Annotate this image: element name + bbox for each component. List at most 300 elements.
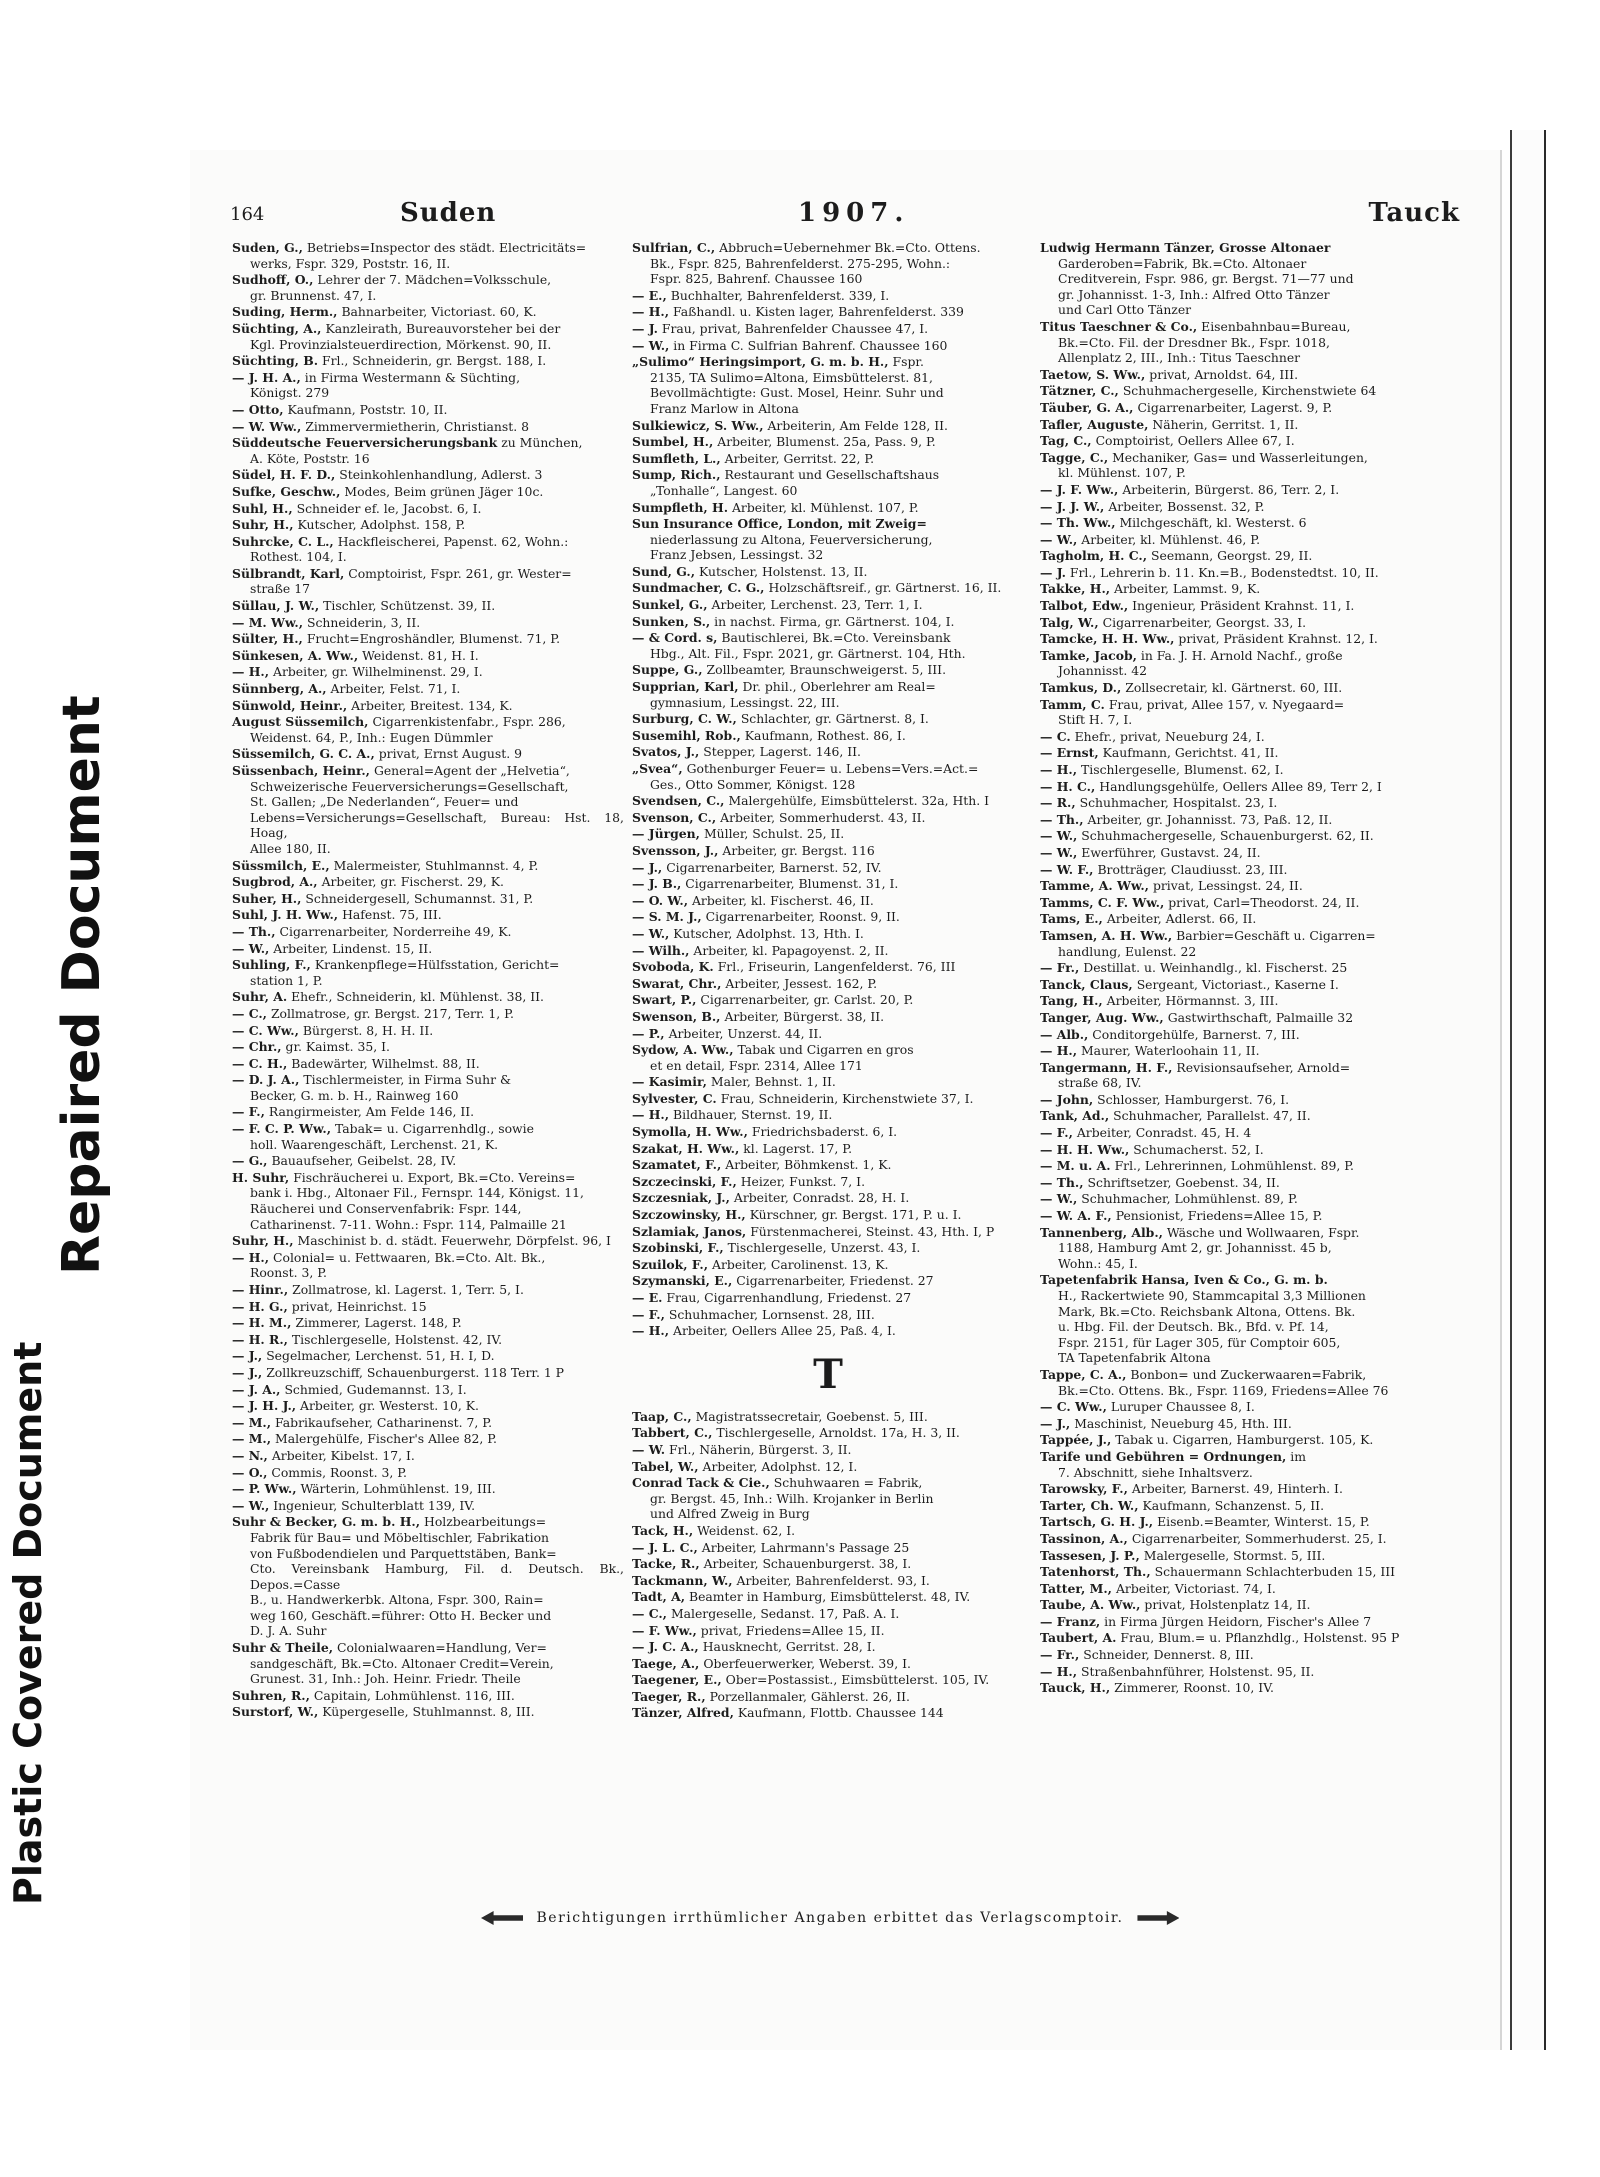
footer-text: Berichtigungen irrthümlicher Angaben erbittet das Verlagscomptoir. (536, 1910, 1124, 1926)
directory-entry (1040, 812, 1452, 828)
entry-details: Schuhmacher, Lohmühlenst. 89, P. (1081, 1191, 1298, 1207)
entry-name: — Th., (1040, 1174, 1084, 1190)
directory-entry (632, 1442, 1024, 1458)
directory-entry (1040, 532, 1452, 548)
entry-name: Sumbel, H., (632, 434, 714, 450)
entry-details: Gothenburger Feuer= u. Lebens=Vers.=Act.= (686, 761, 979, 776)
entry-details: Abbruch=Uebernehmer Bk.=Cto. Ottens. (719, 240, 981, 255)
entry-name: Tackmann, W., (632, 1572, 733, 1588)
directory-entry (1040, 1514, 1452, 1530)
entry-details: Malergehülfe, Eimsbüttelerst. 32a, Hth. I (728, 793, 990, 809)
entry-continuation: Grunest. 31, Inh.: Joh. Heinr. Friedr. Theile (250, 1671, 521, 1687)
entry-name: Tapetenfabrik Hansa, Iven & Co., G. m. b. (1040, 1272, 1328, 1288)
section-letter: T (813, 1350, 843, 1398)
adjacent-page-edge (1510, 130, 1546, 2050)
entry-name: — F., (632, 1306, 665, 1322)
entry-name: — J. B., (632, 876, 682, 892)
entry-details: Ehefr., Schneiderin, kl. Mühlenst. 38, II. (291, 989, 544, 1005)
entry-name: — E. (632, 1290, 663, 1305)
entry-name: Szczesniak, J., (632, 1190, 730, 1206)
entry-details: Luruper Chaussee 8, I. (1110, 1399, 1255, 1415)
directory-entry (1040, 1498, 1452, 1514)
directory-column-1 (232, 240, 624, 1721)
entry-continuation: holl. Waarengeschäft, Lerchenst. 21, K. (250, 1136, 499, 1152)
entry-name: — P., (632, 1025, 665, 1041)
entry-details: Arbeiter, Conradst. 28, H. I. (733, 1190, 910, 1206)
directory-entry (1040, 680, 1452, 696)
entry-name: Tagholm, H. C., (1040, 548, 1148, 564)
directory-entry (232, 402, 624, 418)
directory-entry (632, 1540, 1024, 1556)
entry-continuation: Bevollmächtigte: Gust. Mosel, Heinr. Suhr und (650, 385, 944, 401)
directory-entry (632, 614, 1024, 630)
directory-entry (632, 711, 1024, 727)
entry-details: Schmied, Gudemannst. 13, I. (284, 1381, 467, 1397)
directory-entry (632, 926, 1024, 942)
entry-details: Hackfleischerei, Papenst. 62, Wohn.: (337, 533, 569, 549)
entry-details: Arbeiter, Conradst. 45, H. 4 (1076, 1125, 1252, 1141)
entry-name: — S. M. J., (632, 909, 702, 925)
entry-name: Sugbrod, A., (232, 874, 318, 890)
entry-name: — H. M., (232, 1315, 292, 1331)
entry-details: Schlosser, Hamburgerst. 76, I. (1097, 1091, 1290, 1107)
entry-details: Handlungsgehülfe, Oellers Allee 89, Terr 2, I (1099, 778, 1382, 794)
directory-entry (632, 1273, 1024, 1289)
entry-continuation: B., u. Handwerkerbk. Altona, Fspr. 300, Rain= (250, 1592, 544, 1608)
entry-details: Capitain, Lohmühlenst. 116, III. (313, 1687, 515, 1703)
directory-entry (1040, 1481, 1452, 1497)
directory-entry (232, 891, 624, 907)
entry-details: Pensionist, Friedens=Allee 15, P. (1115, 1208, 1323, 1224)
directory-entry (232, 648, 624, 664)
entry-details: Arbeiter, Gerritst. 22, P. (724, 450, 875, 466)
directory-entry (1040, 828, 1452, 844)
entry-details: Holzschäftsreif., gr. Gärtnerst. 16, II. (768, 580, 1002, 596)
entry-details: Schneiderin, 3, II. (306, 614, 421, 630)
entry-continuation: Hbg., Alt. Fil., Fspr. 2021, gr. Gärtnerst. 104, Hth. (650, 645, 966, 661)
entry-name: — Th. Ww., (1040, 515, 1116, 531)
directory-entry (632, 810, 1024, 826)
directory-entry (1040, 1399, 1452, 1415)
entry-name: Süllau, J. W., (232, 598, 320, 614)
entry-details: Rangirmeister, Am Felde 146, II. (268, 1104, 475, 1120)
entry-name: — J. (1040, 564, 1066, 580)
entry-details: Schuhmacher, Hospitalst. 23, I. (1079, 795, 1278, 811)
directory-entry (232, 631, 624, 647)
entry-details: Arbeiter, Hörmannst. 3, III. (1106, 993, 1279, 1009)
entry-details: Restaurant und Gesellschaftshaus (724, 467, 940, 483)
entry-name: Svoboda, K. (632, 959, 714, 975)
entry-details: Kanzleirath, Bureauvorsteher bei der (325, 320, 561, 336)
directory-entry (232, 1233, 624, 1249)
directory-entry (1040, 515, 1452, 531)
entry-details: Sergeant, Victoriast., Kaserne I. (1136, 976, 1339, 992)
entry-name: Tannenberg, Alb., (1040, 1224, 1163, 1240)
entry-details: privat, Friedens=Allee 15, II. (700, 1622, 885, 1638)
entry-name: Tamm, C. (1040, 696, 1105, 712)
directory-entry (1040, 450, 1452, 481)
entry-details: Friedrichsbaderst. 6, I. (751, 1124, 898, 1140)
directory-entry (632, 1589, 1024, 1605)
entry-continuation: 2135, TA Sulimo=Altona, Eimsbüttelerst. 81, (650, 369, 933, 385)
directory-entry (1040, 1548, 1452, 1564)
directory-entry (1040, 960, 1452, 976)
entry-details: Faßhandl. u. Kisten lager, Bahrenfelderst. 339 (673, 304, 964, 320)
entry-name: — Fr., (1040, 960, 1080, 976)
directory-entry (632, 451, 1024, 467)
entry-details: Arbeiter, kl. Papagoyenst. 2, II. (693, 942, 889, 958)
entry-name: — W., (1040, 1191, 1078, 1207)
entry-name: Szymanski, E., (632, 1273, 733, 1289)
entry-continuation: Franz Marlow in Altona (650, 400, 799, 416)
directory-entry (632, 1623, 1024, 1639)
entry-name: August Süssemilch, (232, 714, 369, 730)
entry-name: Tagge, C., (1040, 449, 1109, 465)
entry-details: in Firma C. Sulfrian Bahrenf. Chaussee 160 (673, 337, 948, 353)
entry-details: Frl., Näherin, Bürgerst. 3, II. (668, 1441, 852, 1457)
directory-entry (1040, 548, 1452, 564)
entry-name: — Wilh., (632, 942, 690, 958)
directory-entry (632, 1107, 1024, 1123)
directory-entry (232, 941, 624, 957)
directory-entry (632, 1556, 1024, 1572)
entry-details: Weidenst. 62, I. (697, 1522, 796, 1538)
entry-name: — Kasimir, (632, 1074, 707, 1090)
directory-entry (1040, 565, 1452, 581)
directory-entry (632, 1459, 1024, 1475)
entry-name: Tabel, W., (632, 1458, 699, 1474)
entry-name: — F. Ww., (632, 1622, 697, 1638)
directory-entry (632, 1290, 1024, 1306)
entry-name: Szuilok, F., (632, 1256, 709, 1272)
entry-details: Tabak und Cigarren en gros (737, 1042, 914, 1058)
entry-details: Buchhalter, Bahrenfelderst. 339, I. (670, 287, 890, 303)
directory-entry (1040, 1175, 1452, 1191)
entry-details: Malergeselle, Sedanst. 17, Paß. A. I. (670, 1605, 900, 1621)
directory-entry (232, 435, 624, 466)
entry-details: Cigarrenarbeiter, Blumenst. 31, I. (685, 876, 899, 892)
entry-name: — H. C., (1040, 778, 1096, 794)
entry-name: Tack, H., (632, 1522, 694, 1538)
entry-name: Taetow, S. Ww., (1040, 366, 1146, 382)
directory-entry (232, 1332, 624, 1348)
entry-details: Schriftsetzer, Goebenst. 34, II. (1087, 1174, 1280, 1190)
entry-details: Arbeiter, gr. Bergst. 116 (722, 842, 875, 858)
directory-entry (632, 843, 1024, 859)
directory-entry (632, 418, 1024, 434)
entry-details: Arbeiter, Bahrenfelderst. 93, I. (736, 1572, 930, 1588)
directory-entry (1040, 1531, 1452, 1547)
directory-entry (1040, 911, 1452, 927)
directory-entry (632, 793, 1024, 809)
entry-name: Süchting, A., (232, 320, 322, 336)
entry-details: Kaufmann, Rothest. 86, I. (744, 727, 906, 743)
entry-name: Sünkesen, A. Ww., (232, 647, 359, 663)
directory-entry (632, 893, 1024, 909)
directory-entry (232, 989, 624, 1005)
entry-details: Barbier=Geschäft u. Cigarren= (1176, 927, 1376, 943)
directory-entry (232, 240, 624, 271)
entry-continuation: Wohn.: 45, I. (1058, 1255, 1138, 1271)
directory-entry (632, 826, 1024, 842)
entry-name: Tappe, C. A., (1040, 1366, 1127, 1382)
directory-entry (632, 992, 1024, 1008)
entry-details: Destillat. u. Weinhandlg., kl. Fischerst. 25 (1083, 960, 1348, 976)
directory-entry (232, 1348, 624, 1364)
directory-entry (632, 909, 1024, 925)
directory-entry (232, 1250, 624, 1281)
directory-entry (1040, 729, 1452, 745)
entry-name: — Chr., (232, 1039, 282, 1055)
entry-name: — G., (232, 1153, 268, 1169)
entry-details: Maschinist, Neueburg 45, Hth. III. (1074, 1415, 1292, 1431)
directory-entry (1040, 1060, 1452, 1091)
entry-details: Schauermann Schlachterbuden 15, III (1154, 1564, 1396, 1580)
directory-entry (1040, 400, 1452, 416)
entry-name: — F., (1040, 1125, 1073, 1141)
entry-details: Zollmatrose, kl. Lagerst. 1, Terr. 5, I. (292, 1282, 524, 1297)
entry-details: privat, Holstenplatz 14, II. (1144, 1597, 1311, 1613)
entry-name: Taube, A. Ww., (1040, 1597, 1141, 1613)
entry-name: „Sulimo“ Heringsimport, G. m. b. H., (632, 354, 889, 370)
entry-details: Schlachter, gr. Gärtnerst. 8, I. (740, 711, 929, 727)
entry-name: — Fr., (1040, 1647, 1080, 1663)
directory-entry (632, 516, 1024, 563)
entry-name: — O., (232, 1464, 268, 1480)
entry-details: Arbeiter, Unzerst. 44, II. (668, 1025, 823, 1041)
directory-entry (1040, 433, 1452, 449)
entry-details: Arbeiter, Jessest. 162, P. (725, 975, 878, 991)
directory-entry (1040, 745, 1452, 761)
entry-details: Arbeiter, gr. Fischerst. 29, K. (321, 874, 504, 890)
directory-entry (632, 500, 1024, 516)
entry-details: Cigarrenkistenfabr., Fspr. 286, (372, 714, 566, 730)
directory-entry (232, 1448, 624, 1464)
directory-entry (232, 1315, 624, 1331)
directory-entry (232, 566, 624, 597)
entry-details: Arbeiter, gr. Johannisst. 73, Paß. 12, II. (1087, 811, 1333, 827)
directory-entry (1040, 1449, 1452, 1480)
entry-details: Mechaniker, Gas= und Wasserleitungen, (1112, 449, 1368, 465)
directory-entry (1040, 1564, 1452, 1580)
entry-details: Schuhwaaren = Fabrik, (773, 1475, 923, 1491)
directory-entry (632, 1656, 1024, 1672)
directory-entry (1040, 1043, 1452, 1059)
entry-details: Arbeiter, Victoriast. 74, I. (1115, 1580, 1276, 1596)
entry-name: Sumpfleth, H. (632, 499, 729, 515)
directory-entry (632, 597, 1024, 613)
entry-continuation: H., Rackertwiete 90, Stammcapital 3,3 Millionen (1058, 1288, 1366, 1303)
entry-continuation: Fspr. 825, Bahrenf. Chaussee 160 (650, 271, 863, 287)
entry-continuation: Fabrik für Bau= und Möbeltischler, Fabrikation (250, 1529, 550, 1545)
directory-entry (232, 1072, 624, 1103)
entry-details: Comptoirist, Fspr. 261, gr. Wester= (348, 565, 572, 581)
entry-name: Tamme, A. Ww., (1040, 878, 1149, 894)
entry-details: Kutscher, Adolphst. 13, Hth. I. (673, 925, 864, 941)
entry-details: Badewärter, Wilhelmst. 88, II. (291, 1055, 480, 1071)
entry-details: in Fa. J. H. Arnold Nachf., große (1140, 647, 1343, 663)
entry-continuation: 1188, Hamburg Amt 2, gr. Johannisst. 45 b, (1058, 1240, 1332, 1256)
directory-entry (1040, 631, 1452, 647)
directory-entry (232, 353, 624, 369)
directory-entry (1040, 845, 1452, 861)
entry-details: Tabak= u. Cigarrenhdlg., sowie (334, 1121, 534, 1137)
entry-details: Kürschner, gr. Bergst. 171, P. u. I. (749, 1207, 962, 1223)
entry-name: — W., (1040, 828, 1078, 844)
entry-continuation: Weidenst. 64, P., Inh.: Eugen Dümmler (250, 729, 493, 745)
entry-details: Cigarrenarbeiter, Roonst. 9, II. (705, 909, 900, 925)
entry-name: — J. C. A., (632, 1639, 699, 1655)
entry-name: Suhren, R., (232, 1687, 310, 1703)
entry-name: Tassesen, J. P., (1040, 1547, 1140, 1563)
entry-name: — M. Ww., (232, 614, 304, 630)
entry-name: Tätzner, C., (1040, 383, 1119, 399)
entry-details: Schneider ef. le, Jacobst. 6, I. (296, 500, 482, 516)
directory-entry (232, 664, 624, 680)
directory-entry (1040, 1010, 1452, 1026)
entry-name: Talbot, Edw., (1040, 598, 1129, 614)
entry-details: Arbeiter, gr. Wilhelminenst. 29, I. (273, 664, 483, 680)
entry-details: Colonial= u. Fettwaaren, Bk.=Cto. Alt. Bk., (273, 1249, 546, 1265)
directory-entry (232, 1398, 624, 1414)
entry-continuation: D. J. A. Suhr (250, 1623, 327, 1639)
entry-name: — H. H. Ww., (1040, 1141, 1130, 1157)
entry-name: Taubert, A. (1040, 1630, 1117, 1646)
entry-name: Süddeutsche Feuerversicherungsbank (232, 435, 498, 451)
entry-name: Susemihl, Rob., (632, 727, 741, 743)
entry-name: Suhr, H., (232, 517, 294, 533)
entry-details: Cigarrenarbeiter, Barnerst. 52, IV. (666, 859, 882, 875)
entry-details: Conditorgehülfe, Barnerst. 7, III. (1092, 1026, 1300, 1042)
entry-details: Ingenieur, Präsident Krahnst. 11, I. (1132, 598, 1355, 614)
directory-entry (632, 976, 1024, 992)
entry-name: Surburg, C. W., (632, 711, 737, 727)
entry-details: Arbeiterin, Bürgerst. 86, Terr. 2, I. (1122, 481, 1340, 497)
entry-name: — E., (632, 287, 667, 303)
entry-name: Szobinski, F., (632, 1240, 724, 1256)
entry-name: — O. W., (632, 892, 689, 908)
entry-details: Maurer, Waterloohain 11, II. (1081, 1043, 1260, 1059)
entry-continuation: gr. Brunnenst. 47, I. (250, 287, 377, 303)
entry-name: Taap, C., (632, 1408, 692, 1424)
entry-name: Suhr, H., (232, 1233, 294, 1249)
directory-entry (1040, 697, 1452, 728)
entry-details: Arbeiter, gr. Westerst. 10, K. (300, 1398, 479, 1414)
entry-name: Tartsch, G. H. J., (1040, 1514, 1154, 1530)
directory-entry (232, 1415, 624, 1431)
entry-name: Sülter, H., (232, 631, 303, 647)
directory-entry (232, 698, 624, 714)
entry-name: Suhl, H., (232, 500, 293, 516)
entry-details: Arbeiter, Barnerst. 49, Hinterh. I. (1131, 1481, 1343, 1497)
entry-name: — W. A. F., (1040, 1208, 1112, 1224)
entry-name: Suhr & Becker, G. m. b. H., (232, 1514, 421, 1530)
entry-name: — W. (632, 1441, 666, 1457)
entry-details: Cigarrenarbeiter, Sommerhuderst. 25, I. (1131, 1530, 1387, 1546)
entry-details: Hafenst. 75, III. (342, 907, 442, 923)
entry-details: Kutscher, Holstenst. 13, II. (698, 563, 868, 579)
side-labels (0, 60, 112, 1910)
entry-details: Arbeiter, Adlerst. 66, II. (1106, 911, 1257, 927)
entry-details: Fischräucherei u. Export, Bk.=Cto. Vereins= (293, 1169, 576, 1185)
entry-continuation: Bk., Fspr. 825, Bahrenfelderst. 275-295, Wohn.: (650, 255, 951, 271)
entry-name: Svatos, J., (632, 744, 700, 760)
entry-details: Eisenb.=Beamter, Winterst. 15, P. (1157, 1514, 1370, 1530)
entry-details: Kutscher, Adolphst. 158, P. (297, 517, 466, 533)
entry-details: Cigarrenarbeiter, Lagerst. 9, P. (1137, 399, 1333, 415)
entry-details: Betriebs=Inspector des städt. Electricitäts= (306, 240, 587, 255)
entry-name: — W., (632, 337, 670, 353)
directory-entry (232, 1481, 624, 1497)
entry-name: Tamkus, D., (1040, 680, 1122, 696)
entry-continuation: und Alfred Zweig in Burg (650, 1506, 810, 1522)
entry-name: Suhling, F., (232, 957, 311, 973)
directory-entry (232, 1153, 624, 1169)
entry-name: — H., (632, 1323, 670, 1339)
directory-entry (1040, 1208, 1452, 1224)
directory-entry (1040, 1664, 1452, 1680)
entry-details: Arbeiter, Oellers Allee 25, Paß. 4, I. (673, 1323, 896, 1339)
entry-details: Ehefr., privat, Neueburg 24, I. (1074, 728, 1265, 744)
entry-name: — H. G., (232, 1298, 288, 1314)
entry-name: — M., (232, 1431, 272, 1447)
entry-name: — Otto, (232, 401, 284, 417)
entry-details: Arbeiter, kl. Mühlenst. 107, P. (731, 499, 919, 515)
entry-continuation: werks, Fspr. 329, Poststr. 16, II. (250, 255, 451, 271)
entry-details: Bonbon= und Zuckerwaaren=Fabrik, (1130, 1366, 1367, 1382)
directory-entry (1040, 1416, 1452, 1432)
entry-name: Talg, W., (1040, 614, 1099, 630)
header-year: 1907. (798, 198, 910, 228)
entry-name: — Th., (1040, 811, 1084, 827)
entry-continuation: Fspr. 2151, für Lager 305, für Comptoir 605, (1058, 1334, 1341, 1350)
entry-continuation: TA Tapetenfabrik Altona (1058, 1350, 1211, 1366)
entry-name: Sump, Rich., (632, 467, 721, 483)
entry-details: Eisenbahnbau=Bureau, (1201, 318, 1351, 334)
directory-entry (632, 240, 1024, 287)
directory-entry (632, 1224, 1024, 1240)
entry-name: Tarter, Ch. W., (1040, 1497, 1139, 1513)
directory-entry (632, 1409, 1024, 1425)
entry-name: Sun Insurance Office, London, mit Zweig= (632, 516, 927, 532)
entry-name: „Svea“, (632, 761, 683, 776)
entry-continuation: und Carl Otto Tänzer (1058, 302, 1192, 318)
entry-details: Arbeiter, Lindenst. 15, II. (273, 940, 433, 956)
directory-entry (1040, 383, 1452, 399)
entry-details: Kaufmann, Poststr. 10, II. (287, 401, 448, 417)
entry-details: Arbeiter, Lerchenst. 23, Terr. 1, I. (711, 597, 923, 613)
entry-name: Tangermann, H. F., (1040, 1059, 1173, 1075)
entry-details: Arbeiter, Felst. 71, I. (330, 681, 461, 697)
entry-name: — C. Ww., (1040, 1399, 1107, 1415)
directory-entry (632, 1190, 1024, 1206)
entry-details: privat, Lessingst. 24, II. (1152, 878, 1303, 894)
entry-name: — J. F. Ww., (1040, 481, 1119, 497)
directory-entry (632, 1091, 1024, 1107)
entry-name: — J. A., (232, 1381, 281, 1397)
entry-name: Tamsen, A. H. Ww., (1040, 927, 1173, 943)
entry-name: Suden, G., (232, 240, 303, 255)
entry-details: Brotträger, Claudiusst. 23, III. (1097, 861, 1288, 877)
entry-details: Maschinist b. d. städt. Feuerwehr, Dörpfelst. 96, I (297, 1233, 611, 1249)
entry-details: Zollbeamter, Braunschweigerst. 5, III. (706, 662, 947, 678)
directory-entry (232, 1104, 624, 1120)
entry-name: Tamcke, H. H. Ww., (1040, 631, 1175, 647)
directory-entry (1040, 895, 1452, 911)
directory-entry (232, 1299, 624, 1315)
directory-entry (632, 876, 1024, 892)
entry-details: Holzbearbeitungs= (424, 1514, 547, 1530)
